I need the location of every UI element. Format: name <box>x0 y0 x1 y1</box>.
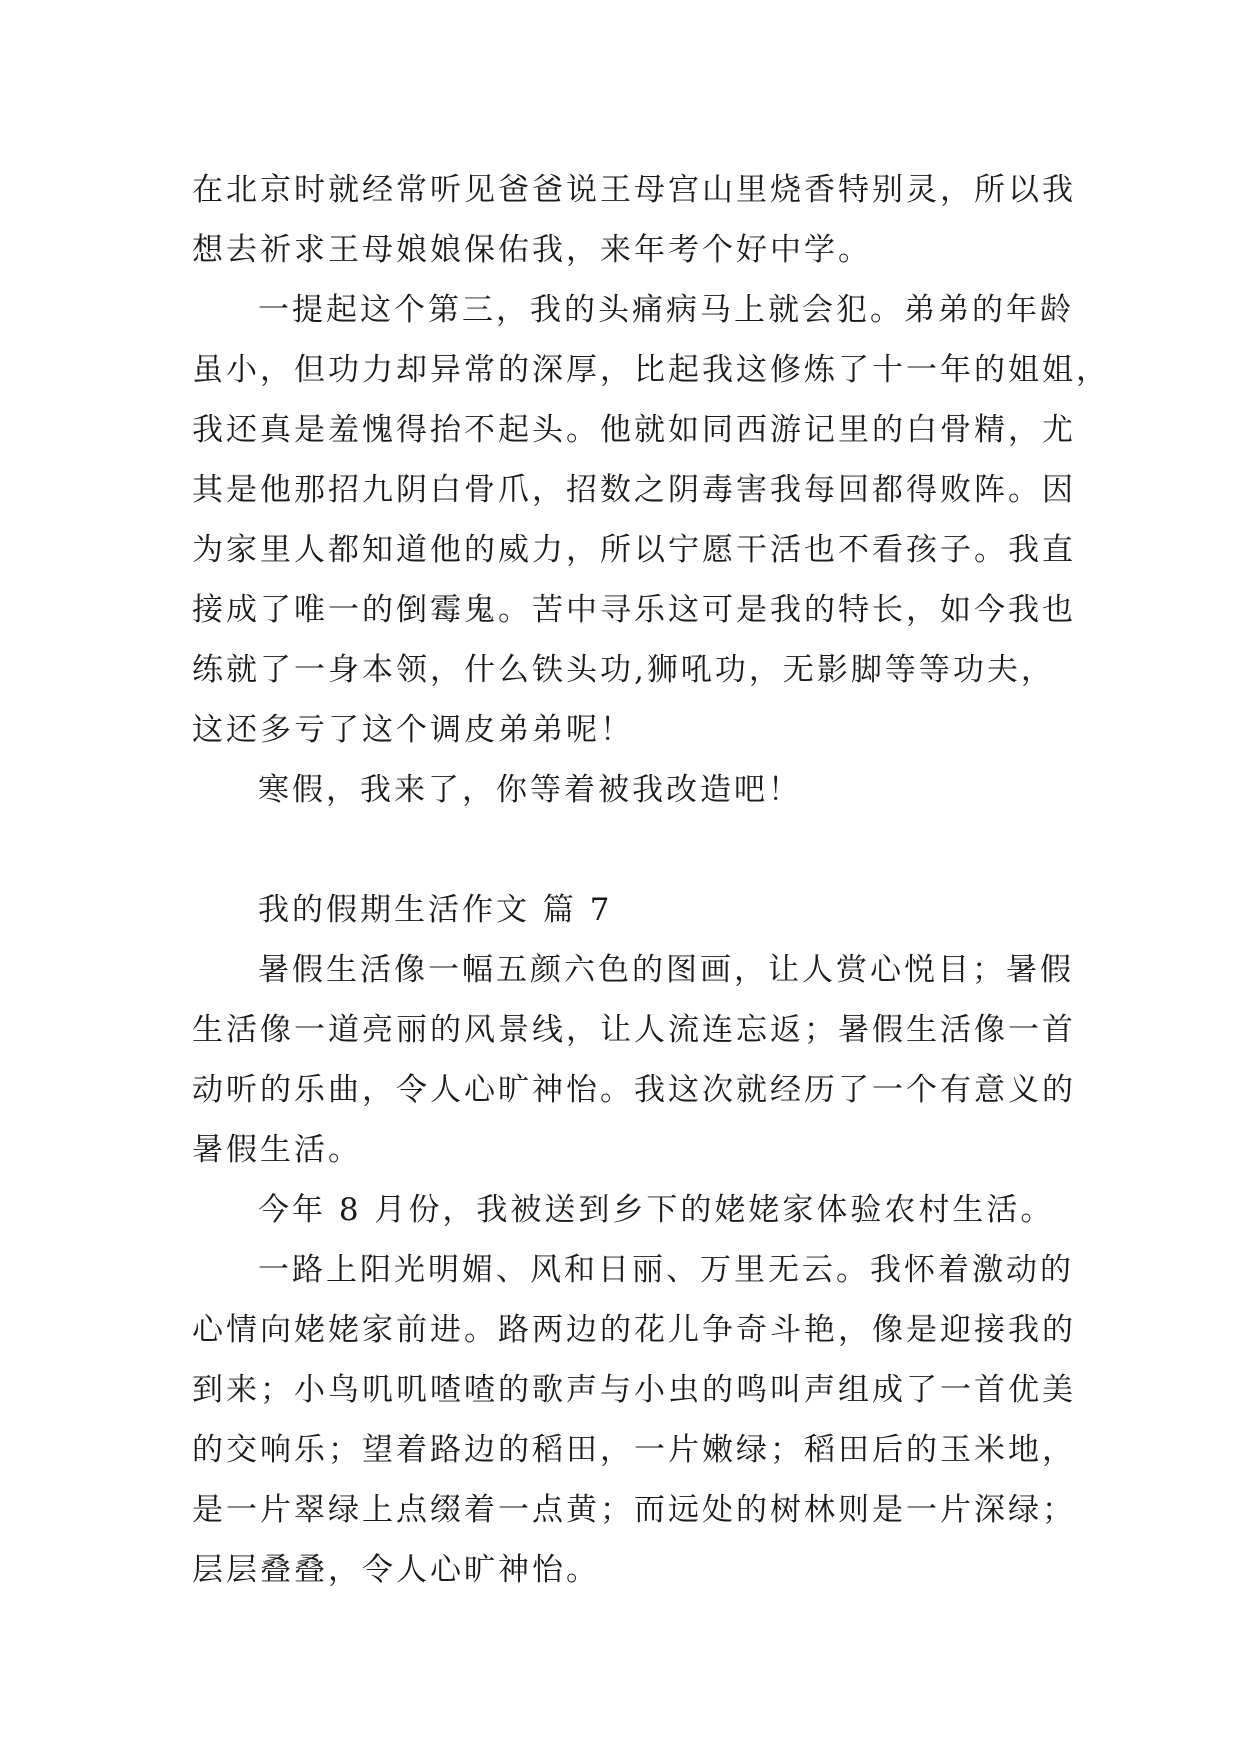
text-line: 这还多亏了这个调皮弟弟呢！ <box>192 712 634 748</box>
paragraph-1 <box>192 160 1076 280</box>
paragraph-3 <box>192 760 1052 820</box>
text-line: 练就了一身本领，什么铁头功,狮吼功，无影脚等等功夫， <box>192 652 1055 688</box>
text-line: 为家里人都知道他的威力，所以宁愿干活也不看孩子。我直 <box>192 532 1076 568</box>
paragraph-2 <box>192 280 1110 760</box>
text-line: 层层叠叠，令人心旷神怡。 <box>192 1552 600 1588</box>
paragraph-5 <box>192 1180 1055 1240</box>
paragraph-gap <box>192 820 1052 880</box>
paragraph-6 <box>192 1240 1076 1600</box>
paragraph-4 <box>192 940 1076 1180</box>
text-line: 暑假生活像一幅五颜六色的图画，让人赏心悦目；暑假 <box>258 952 1074 988</box>
text-line: 在北京时就经常听见爸爸说王母宫山里烧香特别灵，所以我 <box>192 172 1076 208</box>
text-line: 生活像一道亮丽的风景线，让人流连忘返；暑假生活像一首 <box>192 1012 1076 1048</box>
text-line: 寒假，我来了，你等着被我改造吧！ <box>258 772 802 808</box>
text-line: 动听的乐曲，令人心旷神怡。我这次就经历了一个有意义的 <box>192 1072 1076 1108</box>
text-line: 到来；小鸟叽叽喳喳的歌声与小虫的鸣叫声组成了一首优美 <box>192 1372 1076 1408</box>
text-line: 今年 8 月份，我被送到乡下的姥姥家体验农村生活。 <box>258 1192 1055 1228</box>
text-line: 想去祈求王母娘娘保佑我，来年考个好中学。 <box>192 232 872 268</box>
text-line: 虽小，但功力却异常的深厚，比起我这修炼了十一年的姐姐， <box>192 352 1110 388</box>
text-line: 接成了唯一的倒霉鬼。苦中寻乐这可是我的特长，如今我也 <box>192 592 1076 628</box>
text-line: 其是他那招九阴白骨爪，招数之阴毒害我每回都得败阵。因 <box>192 472 1076 508</box>
text-line: 的交响乐；望着路边的稻田，一片嫩绿；稻田后的玉米地， <box>192 1432 1076 1468</box>
text-line: 一提起这个第三，我的头痛病马上就会犯。弟弟的年龄 <box>258 292 1074 328</box>
document-body <box>192 160 1110 1600</box>
section-title: 我的假期生活作文 篇 7 <box>258 892 613 928</box>
text-line: 是一片翠绿上点缀着一点黄；而远处的树林则是一片深绿； <box>192 1492 1076 1528</box>
text-line: 一路上阳光明媚、风和日丽、万里无云。我怀着激动的 <box>258 1252 1074 1288</box>
text-line: 暑假生活。 <box>192 1132 362 1168</box>
text-line: 我还真是羞愧得抬不起头。他就如同西游记里的白骨精，尤 <box>192 412 1076 448</box>
text-line: 心情向姥姥家前进。路两边的花儿争奇斗艳，像是迎接我的 <box>192 1312 1076 1348</box>
